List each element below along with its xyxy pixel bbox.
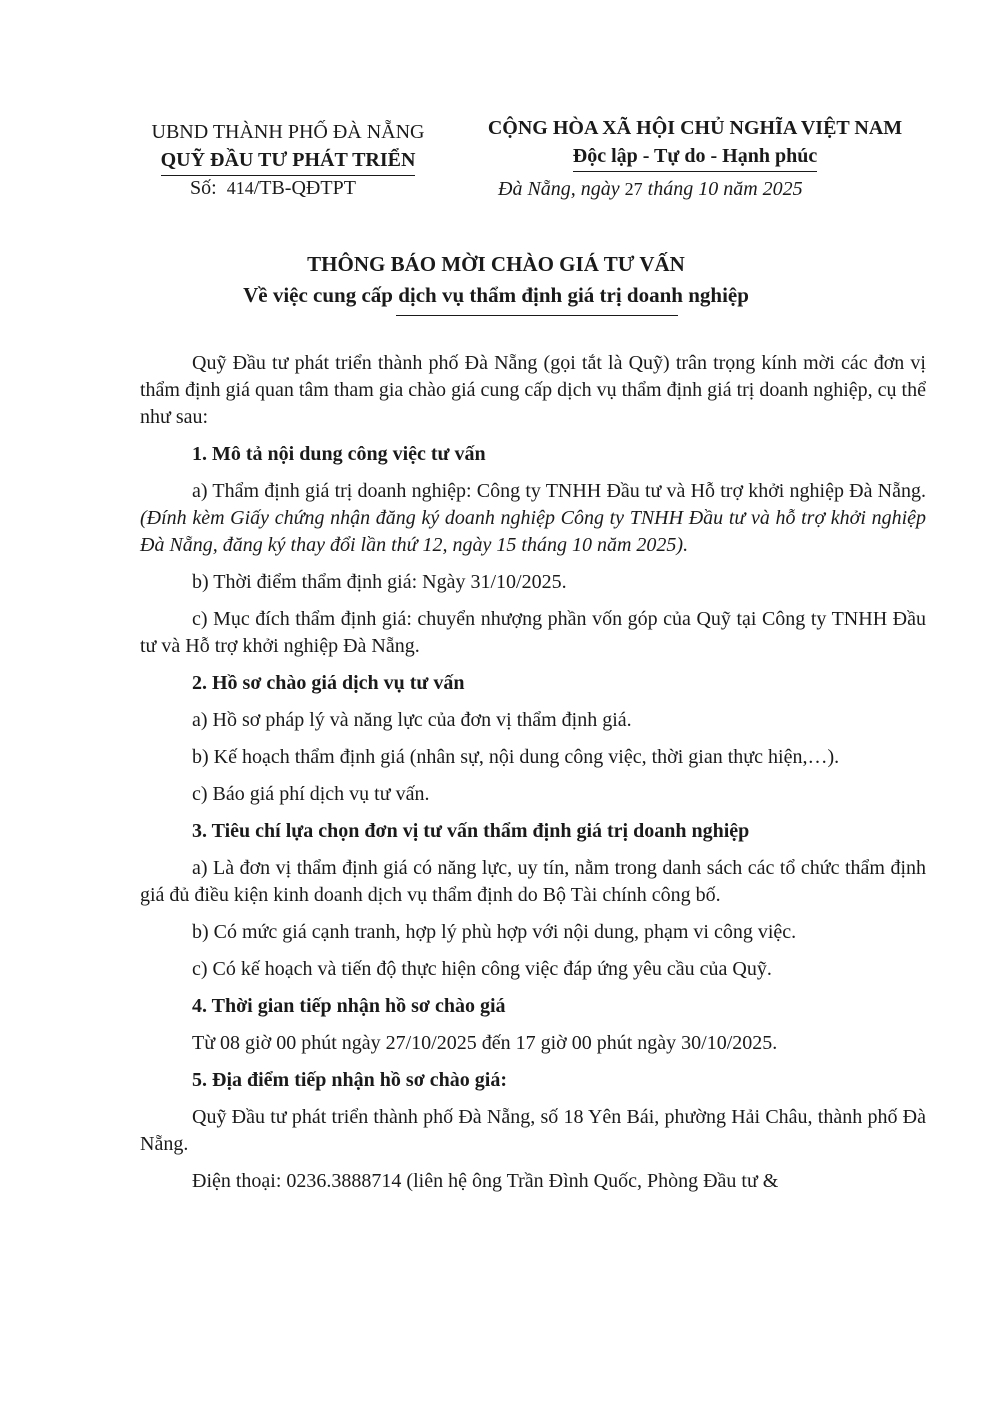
section-4-text: Từ 08 giờ 00 phút ngày 27/10/2025 đến 17 giờ 00 phút ngày 30/10/2025.	[192, 1032, 778, 1054]
date-day: 27	[624, 179, 643, 199]
national-motto-block	[460, 114, 930, 172]
title-underline	[396, 315, 678, 316]
document-date	[498, 178, 803, 201]
doc-number-prefix: Số:	[190, 177, 217, 199]
doc-number-value: 414	[226, 178, 254, 198]
document-body	[140, 350, 926, 1205]
issuer-block	[128, 118, 448, 176]
section-1-item-a	[140, 478, 926, 559]
national-motto: Độc lập - Tự do - Hạnh phúc	[573, 142, 817, 172]
section-2-item-c: c) Báo giá phí dịch vụ tư vấn.	[192, 783, 430, 805]
doc-number-suffix: /TB-QĐTPT	[253, 177, 356, 199]
section-1-item-a-text: a) Thẩm định giá trị doanh nghiệp: Công ty TNHH Đầu tư và Hỗ trợ khởi nghiệp Đà Nẵng.	[192, 480, 926, 502]
section-4-heading: 4. Thời gian tiếp nhận hồ sơ chào giá	[192, 995, 506, 1017]
section-1-item-c: c) Mục đích thẩm định giá: chuyển nhượng phần vốn góp của Quỹ tại Công ty TNHH Đầu tư và Hỗ trợ khởi nghiệp Đà Nẵng.	[140, 608, 926, 657]
section-3-item-a: a) Là đơn vị thẩm định giá có năng lực, uy tín, nằm trong danh sách các tổ chức thẩm định giá đủ điều kiện kinh doanh dịch vụ thẩm định do Bộ Tài chính công bố.	[140, 857, 926, 906]
issuer-name: QUỸ ĐẦU TƯ PHÁT TRIỂN	[161, 146, 416, 176]
intro-paragraph: Quỹ Đầu tư phát triển thành phố Đà Nẵng (gọi tắt là Quỹ) trân trọng kính mời các đơn vị thẩm định giá quan tâm tham gia chào giá cung cấp dịch vụ thẩm định giá trị doanh nghiệp, cụ thể như sau:	[140, 352, 926, 428]
section-2-item-a: a) Hồ sơ pháp lý và năng lực của đơn vị thẩm định giá.	[192, 709, 632, 731]
section-2-item-b: b) Kế hoạch thẩm định giá (nhân sự, nội dung công việc, thời gian thực hiện,…).	[192, 746, 840, 768]
section-1-item-b: b) Thời điểm thẩm định giá: Ngày 31/10/2025.	[192, 571, 567, 593]
document-title: THÔNG BÁO MỜI CHÀO GIÁ TƯ VẤN	[307, 252, 685, 276]
section-5-address: Quỹ Đầu tư phát triển thành phố Đà Nẵng, số 18 Yên Bái, phường Hải Châu, thành phố Đà Nẵng.	[140, 1106, 926, 1155]
section-2-heading: 2. Hồ sơ chào giá dịch vụ tư vấn	[192, 672, 465, 694]
section-5-phone: Điện thoại: 0236.3888714 (liên hệ ông Trần Đình Quốc, Phòng Đầu tư &	[192, 1170, 779, 1192]
section-3-item-c: c) Có kế hoạch và tiến độ thực hiện công việc đáp ứng yêu cầu của Quỹ.	[192, 958, 772, 980]
national-title: CỘNG HÒA XÃ HỘI CHỦ NGHĨA VIỆT NAM	[487, 117, 903, 139]
section-1-heading: 1. Mô tả nội dung công việc tư vấn	[192, 443, 486, 465]
section-3-item-b: b) Có mức giá cạnh tranh, hợp lý phù hợp với nội dung, phạm vi công việc.	[192, 921, 797, 943]
document-subtitle: Về việc cung cấp dịch vụ thẩm định giá trị doanh nghiệp	[243, 283, 749, 307]
date-rest: tháng 10 năm 2025	[647, 178, 803, 200]
section-1-item-a-note: (Đính kèm Giấy chứng nhận đăng ký doanh nghiệp Công ty TNHH Đầu tư và hỗ trợ khởi nghiệp Đà Nẵng, đăng ký thay đổi lần thứ 12, ngày 15 tháng 10 năm 2025).	[140, 507, 926, 556]
section-3-heading: 3. Tiêu chí lựa chọn đơn vị tư vấn thẩm định giá trị doanh nghiệp	[192, 820, 750, 842]
issuer-parent: UBND THÀNH PHỐ ĐÀ NẴNG	[151, 121, 425, 143]
section-5-heading: 5. Địa điểm tiếp nhận hồ sơ chào giá:	[192, 1069, 507, 1091]
document-number	[190, 177, 356, 200]
date-prefix: Đà Nẵng, ngày	[498, 178, 620, 200]
